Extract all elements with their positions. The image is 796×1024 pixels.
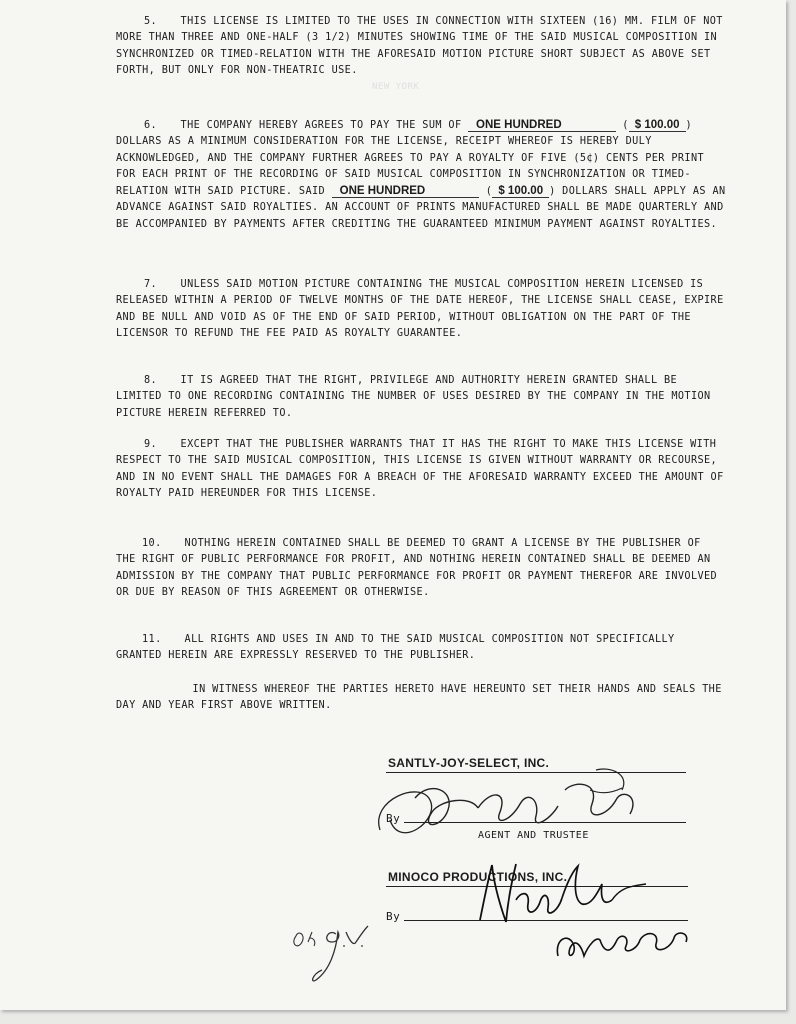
paragraph-text: THE COMPANY HEREBY AGREES TO PAY THE SUM OF xyxy=(180,120,462,131)
amount-figure-field-2: $ 100.00 xyxy=(492,185,549,198)
initials-handwritten-icon xyxy=(288,920,378,990)
paragraph-text: IT IS AGREED THAT THE RIGHT, PRIVILEGE AND AUTHORITY HEREIN GRANTED SHALL BE LIMITED TO ONE RECORDING CONTAINING THE NUMBER OF USES DESIRED BY THE COMPANY IN THE MOTION PICTURE HEREIN REFERRED TO. xyxy=(116,375,711,419)
licensor-name: SANTLY-JOY-SELECT, INC. xyxy=(388,756,550,770)
paragraph-text: DOLLARS SHALL APPLY AS AN ADVANCE AGAINST SAID ROYALTIES. AN ACCOUNT OF PRINTS MANUFACTURED SHALL BE MADE QUARTERLY AND BE ACCOMPANIED BY PAYMENTS AFTER CREDITING THE GUARANTEED MINIMUM PAYMENT AGAINST ROYALTIES. xyxy=(116,186,726,230)
paragraph-9 xyxy=(116,437,726,502)
licensee-by-label: By xyxy=(386,910,401,923)
witness-text: IN WITNESS WHEREOF THE PARTIES HERETO HAVE HEREUNTO SET THEIR HANDS AND SEALS THE DAY AND YEAR FIRST ABOVE WRITTEN. xyxy=(116,684,722,712)
paragraph-number: 6. xyxy=(144,120,158,131)
licensee-name: MINOCO PRODUCTIONS, INC. xyxy=(388,870,568,884)
paragraph-text: THIS LICENSE IS LIMITED TO THE USES IN CONNECTION WITH SIXTEEN (16) MM. FILM OF NOT MORE THAN THREE AND ONE-HALF (3 1/2) MINUTES SHOWING TIME OF THE SAID MUSICAL COMPOSITION IN SYNCHRONIZED OR TIMED-RELATION WITH THE AFORESAID MOTION PICTURE SHORT SUBJECT AS ABOVE SET FORTH, BUT ONLY FOR NON-THEATRIC USE. xyxy=(116,16,723,76)
licensor-role: AGENT AND TRUSTEE xyxy=(478,830,589,841)
bleed-through-text: NEW YORK xyxy=(372,82,420,92)
paragraph-text: UNLESS SAID MOTION PICTURE CONTAINING THE MUSICAL COMPOSITION HEREIN LICENSED IS RELEASED WITHIN A PERIOD OF TWELVE MONTHS OF THE DATE HEREOF, THE LICENSE SHALL CEASE, EXPIRE AND BE NULL AND VOID AS OF THE END OF SAID PERIOD, WITHOUT OBLIGATION ON THE PART OF THE LICENSOR TO REFUND THE FEE PAID AS ROYALTY GUARANTEE. xyxy=(116,279,724,339)
paragraph-5 xyxy=(116,14,726,79)
paragraph-10 xyxy=(116,536,726,601)
amount-words-field-2: ONE HUNDRED xyxy=(332,185,480,198)
paragraph-number: 8. xyxy=(144,375,158,386)
licensor-by-label: By xyxy=(386,812,401,825)
paragraph-text: NOTHING HEREIN CONTAINED SHALL BE DEEMED TO GRANT A LICENSE BY THE PUBLISHER OF THE RIGHT OF PUBLIC PERFORMANCE FOR PROFIT, AND NOTHING HEREIN CONTAINED SHALL BE DEEMED AN ADMISSION BY THE COMPANY THAT PUBLIC PERFORMANCE FOR PROFIT OR PAYMENT THEREFOR ARE INVOLVED OR DUE BY REASON OF THIS AGREEMENT OR OTHERWISE. xyxy=(116,538,718,598)
paragraph-number: 7. xyxy=(144,279,158,290)
paragraph-number: 5. xyxy=(144,16,158,27)
amount-words-field: ONE HUNDRED xyxy=(468,119,616,132)
paragraph-number: 9. xyxy=(144,439,158,450)
paragraph-7 xyxy=(116,277,726,342)
licensee-signature-icon xyxy=(470,860,730,970)
paragraph-8 xyxy=(116,373,726,422)
paragraph-11 xyxy=(116,632,726,665)
witness-clause xyxy=(116,682,726,715)
licensor-signature-icon xyxy=(360,760,680,860)
paragraph-text: DOLLARS AS A MINIMUM CONSIDERATION FOR THE LICENSE, RECEIPT WHEREOF IS HEREBY DULY ACKNOWLEDGED, AND THE COMPANY FURTHER AGREES TO PAY A ROYALTY OF FIVE (5¢) CENTS PER PRINT FOR EACH PRINT OF THE RECORDING OF SAID MUSICAL COMPOSITION IN SYNCHRONIZATION OR TIMED-RELATION WITH SAID PICTURE. SAID xyxy=(116,136,705,198)
amount-figure-field: $ 100.00 xyxy=(629,119,686,132)
paragraph-text: EXCEPT THAT THE PUBLISHER WARRANTS THAT IT HAS THE RIGHT TO MAKE THIS LICENSE WITH RESPECT TO THE SAID MUSICAL COMPOSITION, THIS LICENSE IS GIVEN WITHOUT WARRANTY OR RECOURSE, AND IN NO EVENT SHALL THE DAMAGES FOR A BREACH OF THE AFORESAID WARRANTY EXCEED THE AMOUNT OF ROYALTY PAID HEREUNDER FOR THIS LICENSE. xyxy=(116,439,724,499)
paragraph-6: 6. THE COMPANY HEREBY AGREES TO PAY THE SUM OF ONE HUNDRED ( $ 100.00 ) DOLLARS AS A MINIMUM CONSIDERATION FOR THE LICENSE, RECEIPT WHEREOF IS HEREBY DULY ACKNOWLEDGED, AND THE COMPANY FURTHER AGREES TO PAY A ROYALTY OF FIVE (5¢) CENTS PER PRINT FOR EACH PRINT OF THE RECORDING OF SAID MUSICAL COMPOSITION IN SYNCHRONIZATION OR TIMED-RELATION WITH SAID PICTURE. SAID ONE HUNDRED ( $ 100.00 ) DOLLARS SHALL APPLY AS AN ADVANCE AGAINST SAID ROYALTIES. AN ACCOUNT OF PRINTS MANUFACTURED SHALL BE MADE QUARTERLY AND BE ACCOMPANIED BY PAYMENTS AFTER CREDITING THE GUARANTEED MINIMUM PAYMENT AGAINST ROYALTIES. xyxy=(116,119,726,230)
paragraph-number: 11. xyxy=(142,634,162,645)
paragraph-text: ALL RIGHTS AND USES IN AND TO THE SAID MUSICAL COMPOSITION NOT SPECIFICALLY GRANTED HEREIN ARE EXPRESSLY RESERVED TO THE PUBLISHER. xyxy=(116,634,675,662)
paragraph-number: 10. xyxy=(142,538,162,549)
